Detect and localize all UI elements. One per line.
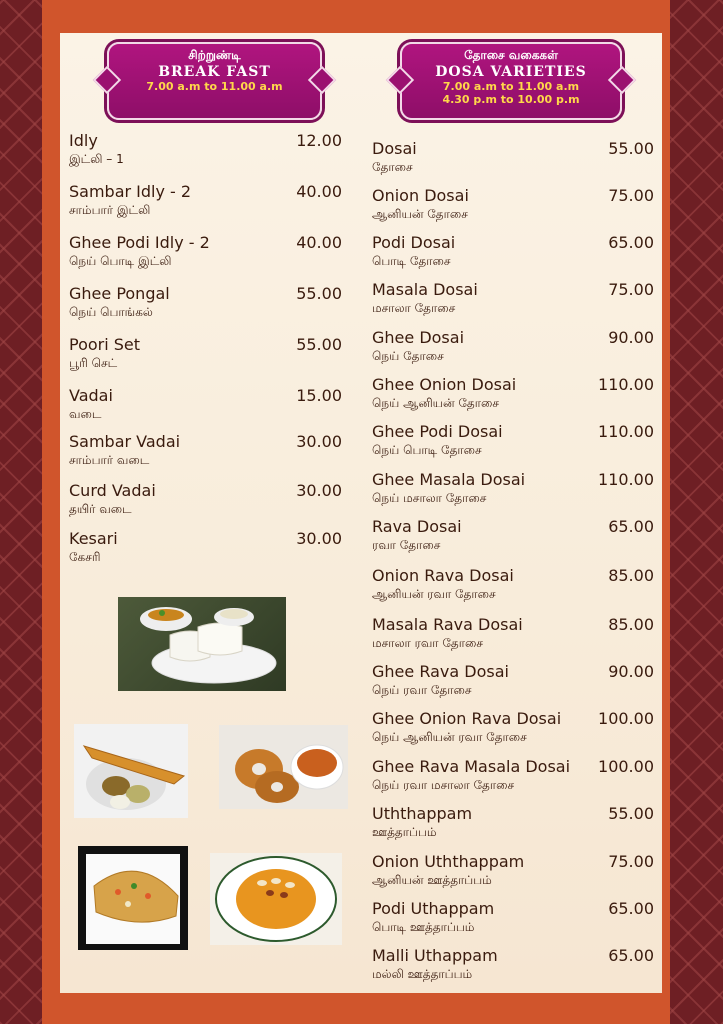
menu-item [372, 186, 654, 222]
menu-item [372, 470, 654, 506]
item-price: 55.00 [608, 804, 654, 823]
item-name: Poori Set [69, 335, 141, 354]
item-name: Ghee Rava Dosai [372, 662, 509, 681]
item-name: Uththappam [372, 804, 473, 823]
item-name: Ghee Onion Rava Dosai [372, 709, 562, 728]
item-price: 65.00 [608, 899, 654, 918]
item-tamil-name: ஆனியன் தோசை [372, 207, 468, 221]
item-price: 40.00 [296, 233, 342, 252]
item-price: 65.00 [608, 946, 654, 965]
item-tamil-name: தோசை [372, 160, 413, 174]
item-tamil-name: நெய் ஆனியன் தோசை [372, 396, 500, 410]
item-price: 65.00 [608, 517, 654, 536]
item-tamil-name: சாம்பார் இட்லி [69, 203, 151, 217]
item-tamil-name: பொடி ஊத்தாப்பம் [372, 920, 475, 934]
item-tamil-name: ஆனியன் ஊத்தாப்பம் [372, 873, 492, 887]
item-name: Vadai [69, 386, 113, 405]
item-tamil-name: இட்லி – 1 [69, 152, 124, 166]
item-price: 110.00 [598, 470, 654, 489]
item-tamil-name: பூரி செட் [69, 356, 118, 370]
item-name: Malli Uthappam [372, 946, 498, 965]
item-tamil-name: பொடி தோசை [372, 254, 451, 268]
menu-item [372, 566, 654, 602]
item-name: Ghee Onion Dosai [372, 375, 517, 394]
item-tamil-name: வடை [69, 407, 102, 421]
uttapam-photo [78, 846, 188, 950]
menu-item [372, 852, 654, 888]
item-price: 30.00 [296, 432, 342, 451]
breakfast-title: BREAK FAST [158, 64, 271, 80]
menu-item [372, 422, 654, 458]
menu-item [372, 899, 654, 935]
item-name: Rava Dosai [372, 517, 462, 536]
item-name: Idly [69, 131, 98, 150]
item-tamil-name: நெய் ஆனியன் ரவா தோசை [372, 730, 527, 744]
item-price: 65.00 [608, 233, 654, 252]
menu-item [69, 182, 342, 218]
menu-item [69, 233, 342, 269]
item-tamil-name: நெய் தோசை [372, 349, 444, 363]
item-price: 75.00 [608, 280, 654, 299]
menu-item [69, 432, 342, 468]
dosa-title: DOSA VARIETIES [435, 64, 587, 80]
idly-photo [118, 597, 286, 691]
menu-item [372, 946, 654, 982]
item-name: Masala Rava Dosai [372, 615, 523, 634]
menu-item [372, 662, 654, 698]
item-name: Sambar Idly - 2 [69, 182, 192, 201]
dosa-banner [400, 42, 622, 120]
item-name: Kesari [69, 529, 118, 548]
menu-item [69, 481, 342, 517]
item-name: Onion Dosai [372, 186, 469, 205]
item-price: 85.00 [608, 615, 654, 634]
menu-item [372, 757, 654, 793]
menu-item [69, 131, 342, 167]
dosa-time-morning: 7.00 a.m to 11.00 a.m [442, 80, 580, 93]
item-tamil-name: ஆனியன் ரவா தோசை [372, 587, 496, 601]
item-name: Dosai [372, 139, 417, 158]
item-tamil-name: மசாலா தோசை [372, 301, 456, 315]
item-tamil-name: தயிர் வடை [69, 502, 132, 516]
item-price: 15.00 [296, 386, 342, 405]
menu-item [69, 284, 342, 320]
menu-item [372, 280, 654, 316]
menu-item [69, 335, 342, 371]
item-price: 90.00 [608, 328, 654, 347]
menu-item [372, 328, 654, 364]
item-name: Onion Uththappam [372, 852, 525, 871]
item-name: Curd Vadai [69, 481, 156, 500]
item-price: 40.00 [296, 182, 342, 201]
menu-item [372, 804, 654, 840]
item-name: Ghee Podi Dosai [372, 422, 503, 441]
item-tamil-name: நெய் ரவா மசாலா தோசை [372, 778, 515, 792]
item-name: Ghee Podi Idly - 2 [69, 233, 210, 252]
item-price: 85.00 [608, 566, 654, 585]
item-price: 12.00 [296, 131, 342, 150]
item-name: Sambar Vadai [69, 432, 181, 451]
item-tamil-name: சாம்பார் வடை [69, 453, 150, 467]
item-price: 55.00 [296, 335, 342, 354]
item-tamil-name: ஊத்தாப்பம் [372, 825, 437, 839]
item-tamil-name: நெய் ரவா தோசை [372, 683, 472, 697]
item-tamil-name: நெய் பொடி தோசை [372, 443, 482, 457]
breakfast-tamil-title: சிற்றுண்டி [188, 48, 241, 62]
item-name: Ghee Masala Dosai [372, 470, 526, 489]
menu-item [372, 709, 654, 745]
item-price: 75.00 [608, 852, 654, 871]
item-tamil-name: நெய் மசாலா தோசை [372, 491, 487, 505]
item-name: Ghee Pongal [69, 284, 170, 303]
item-name: Masala Dosai [372, 280, 478, 299]
item-tamil-name: மல்லி ஊத்தாப்பம் [372, 967, 473, 981]
dosa-tamil-title: தோசை வகைகள் [464, 48, 558, 62]
item-price: 30.00 [296, 481, 342, 500]
dosa-time-evening: 4.30 p.m to 10.00 p.m [442, 93, 580, 106]
menu-item [372, 517, 654, 553]
item-price: 55.00 [296, 284, 342, 303]
item-price: 55.00 [608, 139, 654, 158]
breakfast-banner [107, 42, 322, 120]
vada-photo [219, 725, 348, 809]
item-tamil-name: கேசரி [69, 550, 101, 564]
item-price: 90.00 [608, 662, 654, 681]
item-price: 30.00 [296, 529, 342, 548]
item-name: Ghee Dosai [372, 328, 465, 347]
item-price: 110.00 [598, 422, 654, 441]
menu-item [69, 386, 342, 422]
item-price: 75.00 [608, 186, 654, 205]
item-price: 100.00 [598, 709, 654, 728]
item-price: 100.00 [598, 757, 654, 776]
menu-item [372, 615, 654, 651]
item-price: 110.00 [598, 375, 654, 394]
dosa-photo [74, 724, 188, 818]
menu-item [372, 233, 654, 269]
item-name: Podi Uthappam [372, 899, 495, 918]
item-tamil-name: ரவா தோசை [372, 538, 441, 552]
menu-item [69, 529, 342, 565]
item-name: Podi Dosai [372, 233, 456, 252]
item-tamil-name: நெய் பொங்கல் [69, 305, 153, 319]
menu-item [372, 375, 654, 411]
item-tamil-name: மசாலா ரவா தோசை [372, 636, 483, 650]
item-name: Onion Rava Dosai [372, 566, 514, 585]
item-tamil-name: நெய் பொடி இட்லி [69, 254, 172, 268]
kesari-photo [210, 853, 342, 945]
menu-item [372, 139, 654, 175]
item-name: Ghee Rava Masala Dosai [372, 757, 571, 776]
breakfast-time: 7.00 a.m to 11.00 a.m [146, 80, 283, 93]
